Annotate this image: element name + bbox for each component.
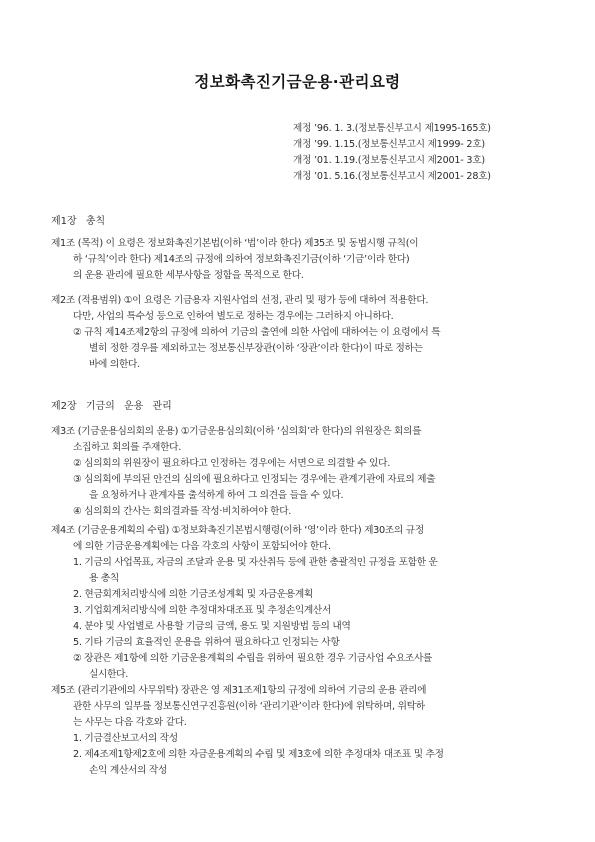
article-5-item: 2. 제4조제1항제2호에 의한 자금운용계획의 수립 및 제3호에 의한 추정대차 대조표 및 추정: [73, 749, 444, 760]
article-4-item: 2. 현금회계처리방식에 의한 기금조성계획 및 자금운용계획: [73, 589, 313, 600]
article-3-line: 제3조 (기금운용심의회의 운용) ①기금운용심의회(이하 ‘심의회’라 한다)의 위원장은 회의를: [51, 426, 422, 437]
article-1-line: 의 운용 관리에 필요한 세부사항을 정함을 목적으로 한다.: [73, 270, 304, 281]
article-4-line: 제4조 (기금운용계획의 수립) ①정보화촉진기본법시행령(이하 ‘영’이라 한다) 제30조의 규정: [51, 525, 424, 536]
chapter-2-heading: 제2장 기금의 운용 관리: [51, 401, 172, 412]
article-4-item: 1. 기금의 사업목표, 자금의 조달과 운용 및 자산취득 등에 관한 총괄적인 규정을 포함한 운: [73, 557, 438, 568]
article-5-line: 제5조 (관리기관에의 사무위탁) 장관은 영 제31조제1항의 규정에 의하여 기금의 운용 관리에: [51, 685, 427, 696]
article-1-line: 하 ‘규칙’이라 한다) 제14조의 규정에 의하여 정보화촉진기금(이하 ‘기금’이라 한다): [73, 254, 410, 265]
article-5-line: 관한 사무의 일부를 정보통신연구진흥원(이하 ‘관리기관’이라 한다)에 위탁하며, 위탁하: [73, 701, 425, 712]
article-2-line: 다만, 사업의 특수성 등으로 인하여 별도로 정하는 경우에는 그러하지 아니하다.: [73, 311, 394, 322]
chapter-1-heading: 제1장 총칙: [51, 216, 106, 227]
article-2-paragraph-2: 바에 의한다.: [89, 359, 140, 370]
article-4-item: 5. 기타 기금의 효율적인 운용을 위하여 필요하다고 인정되는 사항: [73, 637, 340, 648]
article-3-paragraph-4: ④ 심의회의 간사는 회의결과를 작성·비치하여야 한다.: [73, 506, 292, 517]
document-title: 정보화촉진기금운용·관리요령: [194, 73, 401, 91]
article-1-line: 제1조 (목적) 이 요령은 정보화촉진기본법(이하 ‘법’이라 한다) 제35조 및 동법시행 규칙(이: [51, 238, 419, 249]
article-4-item: 용 총칙: [89, 573, 119, 584]
article-5: [51, 683, 541, 779]
article-2-paragraph-2: ② 규칙 제14조제2항의 규정에 의하여 기금의 출연에 의한 사업에 대하여는 이 요령에서 특: [73, 327, 441, 338]
article-2: [51, 293, 541, 373]
article-2-line: 제2조 (적용범위) ①이 요령은 기금용자 지원사업의 선정, 관리 및 평가 등에 대하여 적용한다.: [51, 295, 429, 306]
history-line: 개정 ’99. 1.15.(정보통신부고시 제1999- 2호): [293, 139, 485, 150]
article-4-item: 3. 기업회계처리방식에 의한 추정대차대조표 및 추정손익계산서: [73, 605, 332, 616]
history-line: 개정 ’01. 1.19.(정보통신부고시 제2001- 3호): [293, 155, 485, 166]
article-5-item: 손익 계산서의 작성: [89, 765, 168, 776]
article-1: [51, 236, 541, 284]
history-line: 개정 ’01. 5.16.(정보통신부고시 제2001- 28호): [293, 171, 491, 182]
article-5-item: 1. 기금결산보고서의 작성: [73, 733, 178, 744]
article-4-item: 4. 분야 및 사업별로 사용할 기금의 금액, 용도 및 지원방법 등의 내역: [73, 621, 351, 632]
article-5-line: 는 사무는 다음 각호와 같다.: [73, 717, 187, 728]
article-3: [51, 424, 541, 520]
article-4-line: 에 의한 기금운용계획에는 다음 각호의 사항이 포함되어야 한다.: [73, 541, 331, 552]
history-line: 제정 ’96. 1. 3.(정보통신부고시 제1995-165호): [293, 123, 491, 134]
article-3-paragraph-3: 을 요청하거나 관계자를 출석하게 하여 그 의견을 들을 수 있다.: [89, 490, 344, 501]
article-3-line: 소집하고 회의를 주재한다.: [73, 442, 181, 453]
article-2-paragraph-2: 별히 정한 경우를 제외하고는 정보통신부장관(이하 ‘장관’이라 한다)이 따로 정하는: [89, 343, 423, 354]
article-4-paragraph-2: 실시한다.: [89, 669, 129, 680]
article-3-paragraph-2: ② 심의회의 위원장이 필요하다고 인정하는 경우에는 서면으로 의결할 수 있다.: [73, 458, 390, 469]
article-4: [51, 523, 541, 683]
article-4-paragraph-2: ② 장관은 제1항에 의한 기금운용계획의 수립을 위하여 필요한 경우 기금사업 수요조사를: [73, 653, 433, 664]
revision-history: [293, 121, 593, 185]
article-3-paragraph-3: ③ 심의회에 부의된 안건의 심의에 필요하다고 인정되는 경우에는 관계기관에 자료의 제출: [73, 474, 436, 485]
